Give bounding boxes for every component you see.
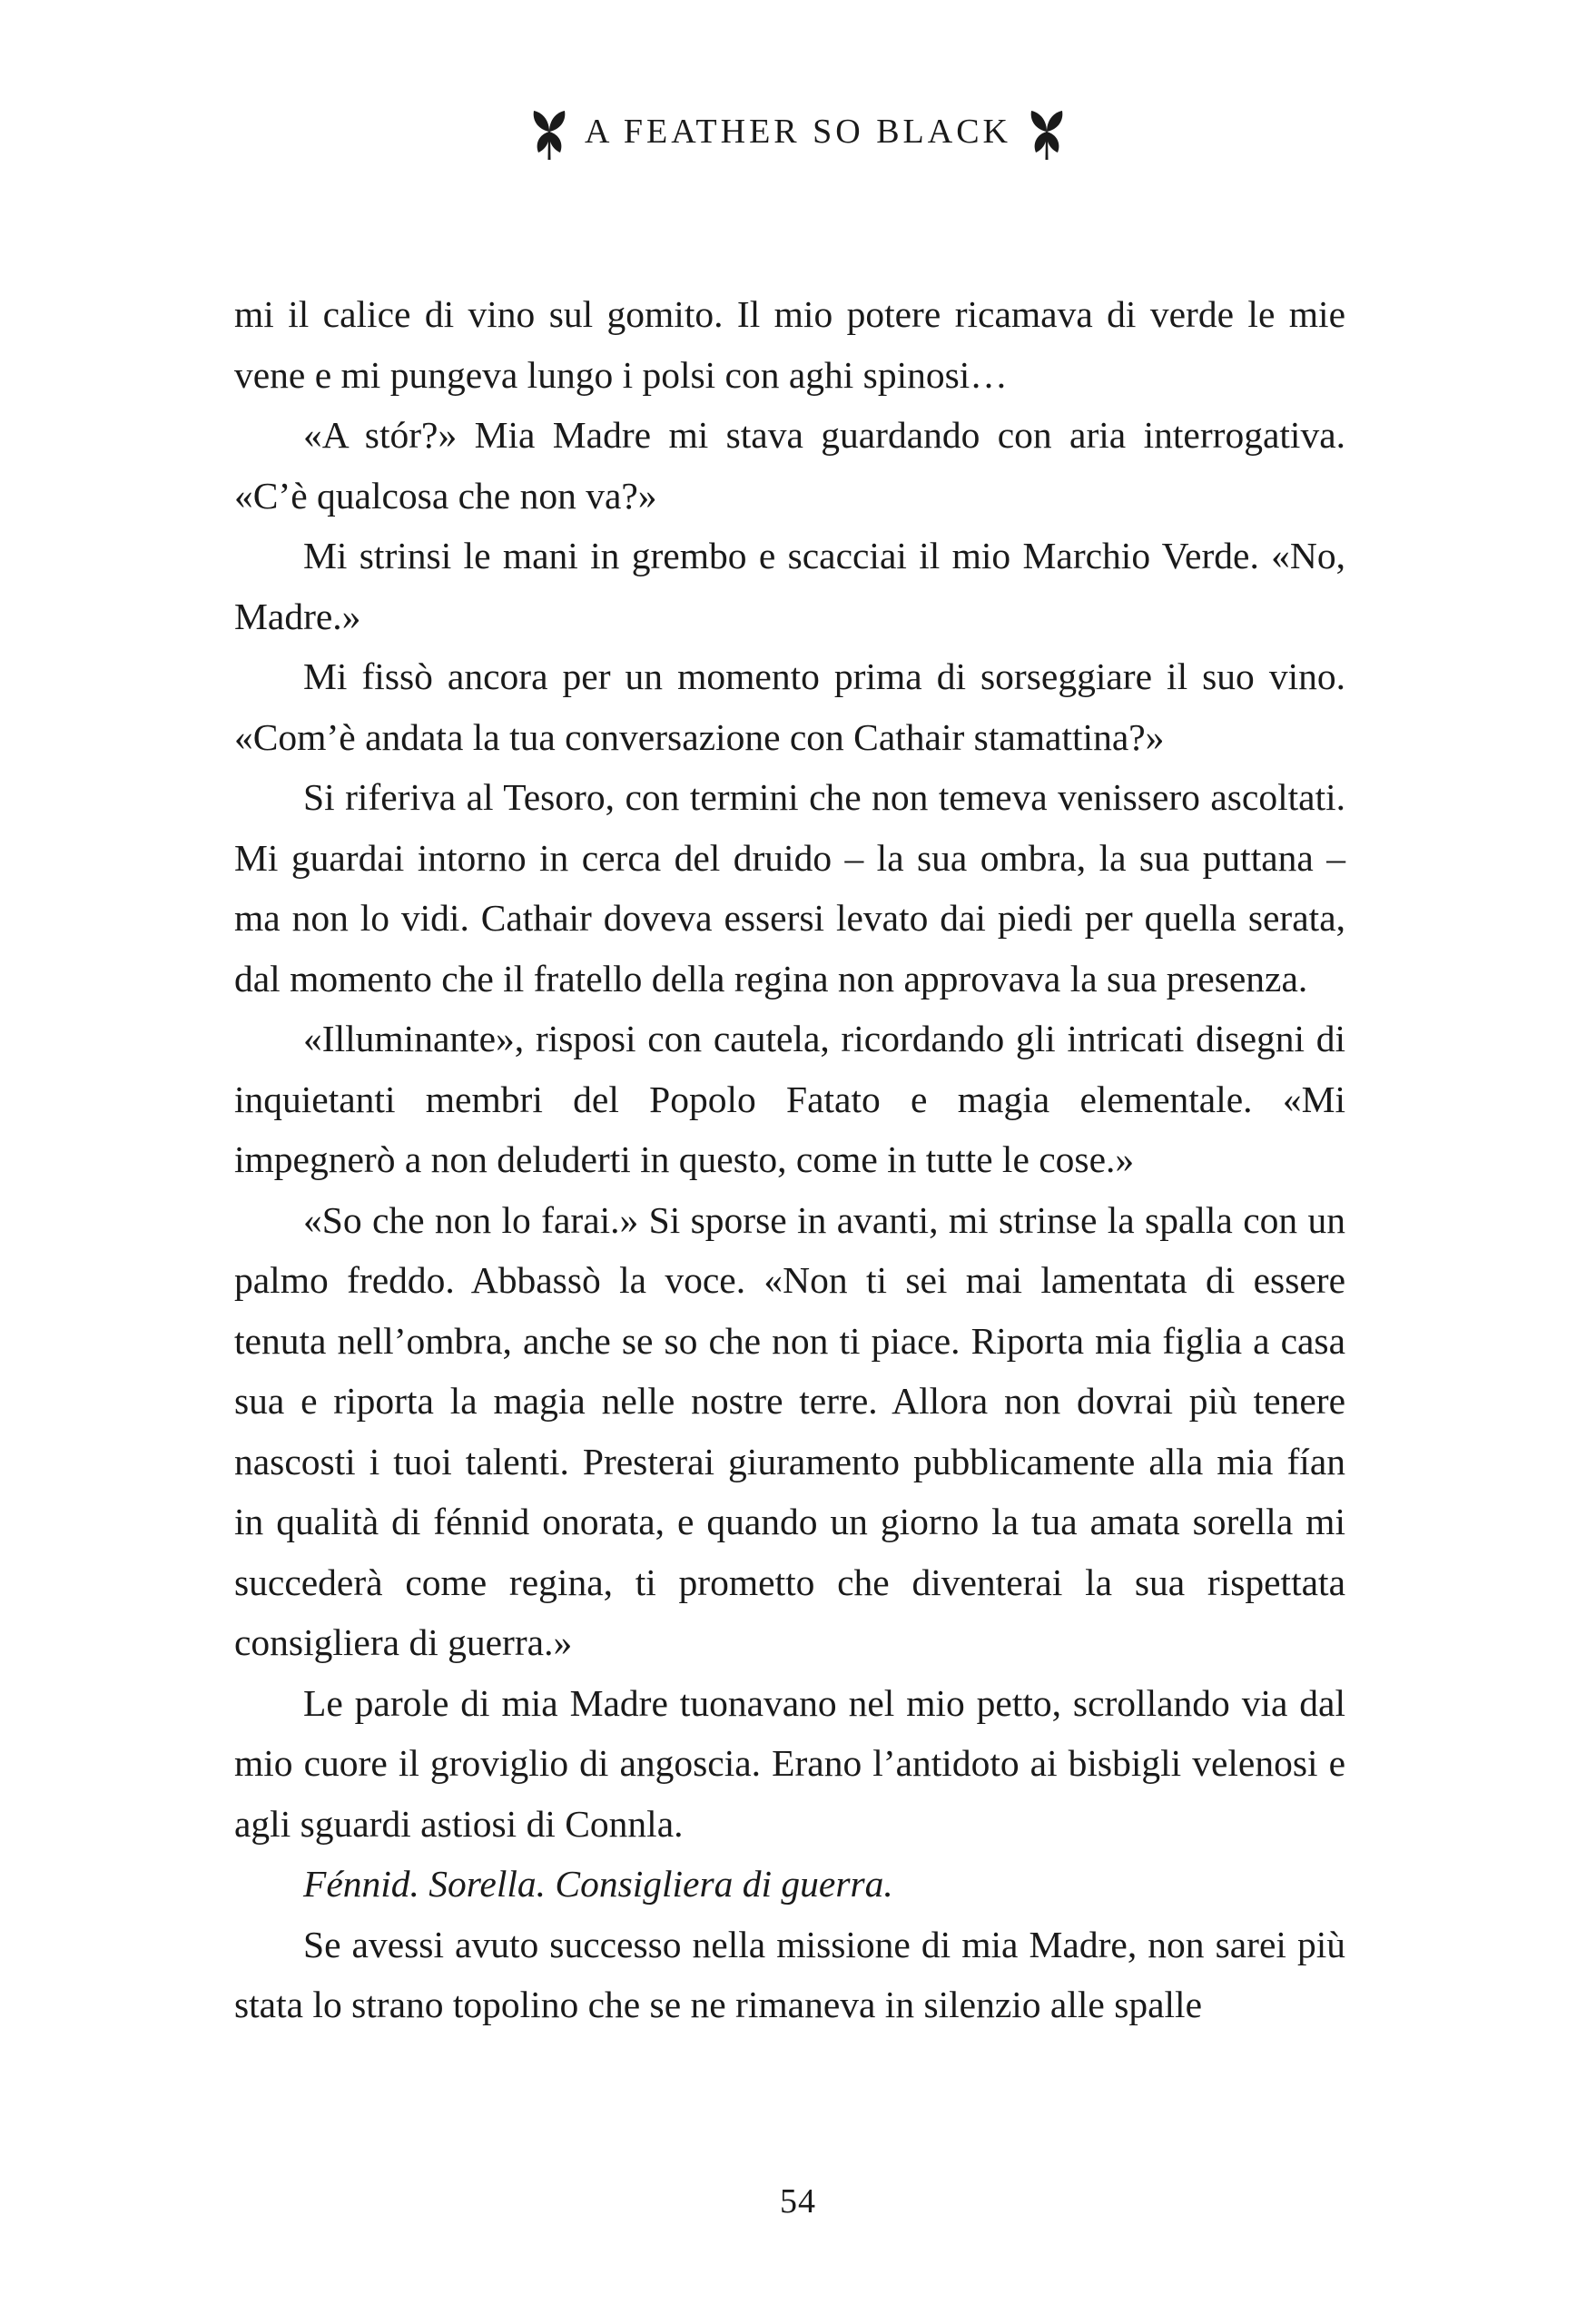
italic-paragraph: Fénnid. Sorella. Consigliera di guerra. [303, 1863, 893, 1905]
running-head-title: A FEATHER SO BLACK [585, 113, 1011, 151]
paragraph: Mi strinsi le mani in grembo e scacciai il mio Marchio Verde. «No, Madre.» [234, 535, 1345, 637]
running-head [0, 102, 1596, 162]
paragraph: Se avessi avuto successo nella missione di mia Madre, non sarei più stata lo strano topolino che se ne rimaneva in silenzio alle spalle [234, 1923, 1345, 2025]
paragraph: Si riferiva al Tesoro, con termini che non temeva venissero ascoltati. Mi guardai intorno in cerca del druido – la sua ombra, la sua puttana – ma non lo vidi. Cathair doveva essersi levato dai piedi per quella serata, dal momento che il fratello della regina non approvava la sua presenza. [234, 776, 1345, 1000]
paragraph: Le parole di mia Madre tuonavano nel mio petto, scrollando via dal mio cuore il groviglio di angoscia. Erano l’antidoto ai bisbigli velenosi e agli sguardi astiosi di Connla. [234, 1681, 1345, 1845]
page-number: 54 [780, 2182, 816, 2221]
paragraph: «A stór?» Mia Madre mi stava guardando con aria interrogativa. «C’è qualcosa che non va?» [234, 414, 1345, 517]
paragraph: Mi fissò ancora per un momento prima di sorseggiare il suo vino. «Com’è andata la tua conversazione con Cathair stamattina?» [234, 655, 1345, 758]
leaf-ornament-icon [1024, 102, 1069, 162]
paragraph: mi il calice di vino sul gomito. Il mio potere ricamava di verde le mie vene e mi pungeva lungo i polsi con aghi spinosi… [234, 293, 1345, 396]
paragraph: «So che non lo farai.» Si sporse in avanti, mi strinse la spalla con un palmo freddo. Abbassò la voce. «Non ti sei mai lamentata di essere tenuta nell’ombra, anche se so che non ti piace. Riporta mia figlia a casa sua e riporta la magia nelle nostre terre. Allora non dovrai più tenere nascosti i tuoi talenti. Presterai giuramento pubblicamente alla mia fían in qualità di fénnid onorata, e quando un giorno la tua amata sorella mi succederà come regina, ti prometto che diventerai la sua rispettata consigliera di guerra.» [234, 1198, 1345, 1663]
body-text [234, 284, 1345, 2035]
leaf-ornament-icon [527, 102, 572, 162]
paragraph: «Illuminante», risposi con cautela, ricordando gli intricati disegni di inquietanti membri del Popolo Fatato e magia elementale. «Mi impegnerò a non deluderti in questo, come in tutte le cose.» [234, 1018, 1345, 1180]
